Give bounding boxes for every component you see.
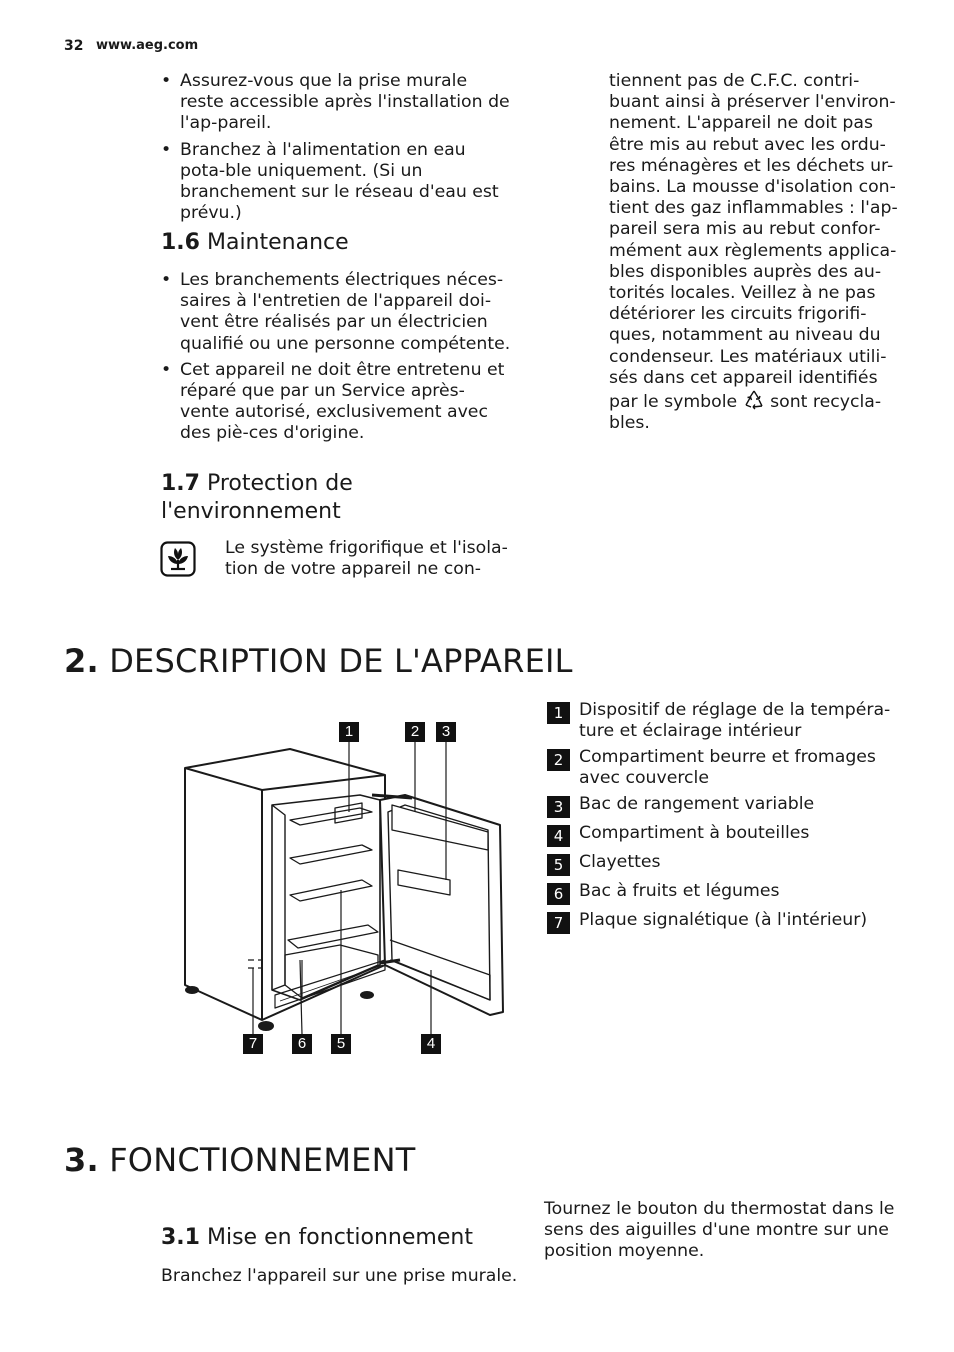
- legend-number: 6: [547, 883, 570, 905]
- legend-text: Clayettes: [579, 852, 661, 872]
- section-number: 1.6: [161, 230, 200, 255]
- section-number: 3.1: [161, 1225, 200, 1250]
- recycle-icon: [743, 389, 765, 411]
- list-item: • Assurez-vous que la prise murale reste accessible après l'installation de l'ap-pareil.: [161, 71, 513, 135]
- legend-number: 2: [547, 749, 570, 771]
- legend-text: Bac de rangement variable: [579, 794, 815, 814]
- chapter-heading-2: [64, 641, 573, 681]
- chapter-heading-3: [64, 1140, 415, 1180]
- eco-flower-icon: [160, 541, 196, 577]
- section-title: Protection de: [206, 471, 353, 496]
- legend-text: Compartiment beurre et fromages avec couvercle: [579, 747, 876, 788]
- section-heading-1-6: [161, 229, 349, 257]
- diagram-callout-2: 2: [405, 722, 425, 742]
- page-number: 32: [64, 38, 84, 54]
- chapter-number: 2.: [64, 642, 99, 680]
- diagram-callout-5: 5: [331, 1034, 351, 1054]
- section-number: 1.7: [161, 471, 200, 496]
- diagram-callout-6: 6: [292, 1034, 312, 1054]
- chapter-number: 3.: [64, 1141, 99, 1179]
- section-heading-3-1: [161, 1224, 473, 1252]
- eco-paragraph: Le système frigorifique et l'isola-tion de votre appareil ne con-: [225, 538, 508, 580]
- legend-number: 3: [547, 796, 570, 818]
- section-title: Mise en fonctionnement: [206, 1225, 473, 1250]
- legend-number: 7: [547, 912, 570, 934]
- legend-text: Bac à fruits et légumes: [579, 881, 780, 901]
- legend-text: Plaque signalétique (à l'intérieur): [579, 910, 868, 930]
- environment-paragraph: [609, 71, 901, 434]
- diagram-callout-7: 7: [243, 1034, 263, 1054]
- section-heading-1-7: [161, 470, 501, 526]
- list-item: • Branchez à l'alimentation en eau pota-ble uniquement. (Si un branchement sur le réseau d'eau est prévu.): [161, 140, 513, 225]
- legend-number: 4: [547, 825, 570, 847]
- section-title-line2: l'environnement: [161, 499, 341, 524]
- environment-text: tiennent pas de C.F.C. contri-buant ainsi à préserver l'environ-nement. L'appareil ne doit pas être mis au rebut avec les ordu-res ménagères et les déchets ur-bains. La mousse d'isolation con-tient des gaz inflammables : l'ap-pareil sera mis au rebut confor-mément aux règlements applica-bles disponibles auprès des au-torités locales. Veillez à ne pas détériorer les circuits frigorifi-ques, notamment au niveau du condenseur. Les matériaux utili-sés dans cet appareil identifiés par le symbole: [609, 71, 898, 413]
- chapter-title: DESCRIPTION DE L'APPAREIL: [109, 642, 573, 680]
- list-item: • Les branchements électriques néces-saires à l'entretien de l'appareil doi-vent être réalisés par un électricien qualifié ou une personne compétente.: [161, 270, 513, 355]
- legend-number: 5: [547, 854, 570, 876]
- plug-in-paragraph: Branchez l'appareil sur une prise murale.: [161, 1266, 518, 1286]
- diagram-callout-3: 3: [436, 722, 456, 742]
- header-url: www.aeg.com: [96, 38, 199, 53]
- chapter-title: FONCTIONNEMENT: [109, 1141, 416, 1179]
- environment-text-end: sont recycla-bles.: [609, 392, 882, 434]
- thermostat-paragraph: Tournez le bouton du thermostat dans le sens des aiguilles d'une montre sur une position moyenne.: [544, 1199, 895, 1262]
- legend-text: Compartiment à bouteilles: [579, 823, 810, 843]
- section-title: Maintenance: [206, 230, 349, 255]
- legend-text: Dispositif de réglage de la tempéra-ture et éclairage intérieur: [579, 700, 891, 741]
- diagram-callout-1: 1: [339, 722, 359, 742]
- diagram-callout-4: 4: [421, 1034, 441, 1054]
- list-item: • Cet appareil ne doit être entretenu et réparé que par un Service après-vente autorisé, exclusivement avec des piè-ces d'origine.: [161, 360, 513, 445]
- legend-number: 1: [547, 702, 570, 724]
- appliance-diagram: [150, 715, 530, 1065]
- bullet-list-maintenance: [161, 270, 513, 450]
- bullet-list-top: [161, 71, 513, 229]
